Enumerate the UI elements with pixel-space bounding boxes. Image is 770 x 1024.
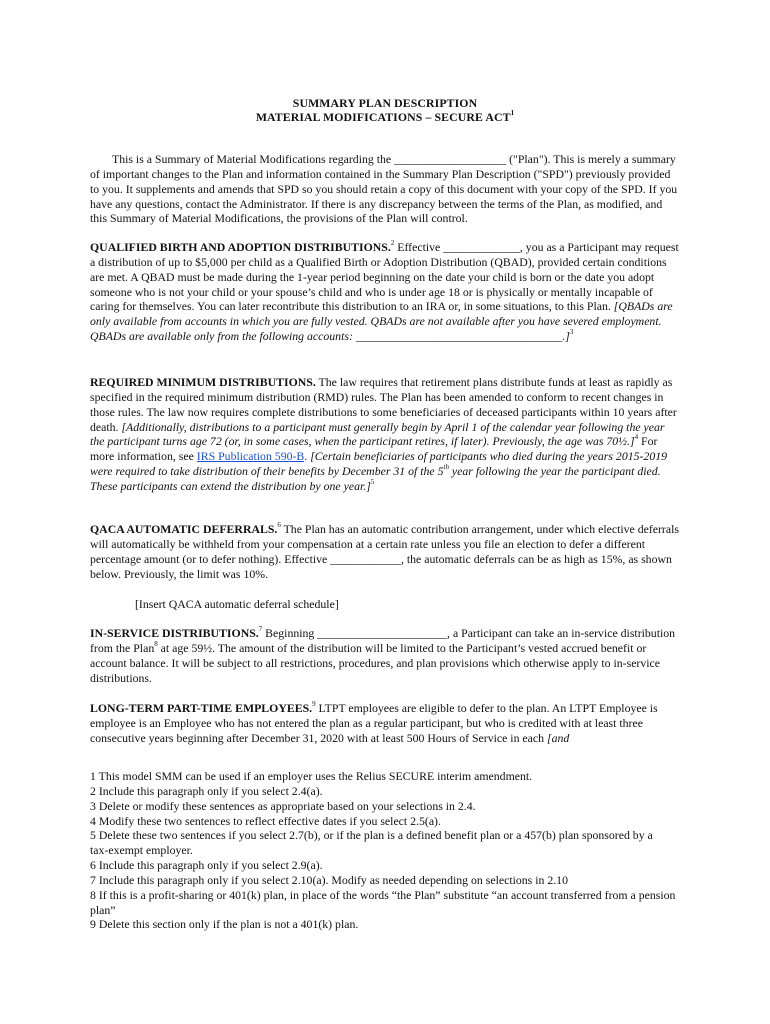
footnote-ref-7: 7 xyxy=(258,625,263,634)
rmd-heading: REQUIRED MINIMUM DISTRIBUTIONS. xyxy=(90,375,316,389)
footnote-ref-4: 4 xyxy=(634,433,639,442)
footnote-2: 2 Include this paragraph only if you select 2.4(a). xyxy=(90,783,323,798)
ltpt-section xyxy=(90,701,680,746)
rmd-italic-1: [Additionally, distributions to a participant must generally begin by April 1 of the calendar year following the year the participant turns age 72 (or, in some cases, when the participant retires, if later). Previously, the age was 70½.] xyxy=(90,419,665,449)
qbad-italic-text: [QBADs are only available from accounts in which you are fully vested. QBADs are not available after you have severed employment. QBADs are available only from the following accounts: ___________________________________.] xyxy=(90,299,673,344)
irs-publication-link[interactable]: IRS Publication 590-B xyxy=(196,449,305,464)
ltpt-italic: [and xyxy=(546,730,570,745)
in-service-text-2: at age 59½. The amount of the distribution will be limited to the Participant’s vested accrued benefit or account balance. It will be subject to all restrictions, procedures, and plan provisions which otherwise apply to in-service distributions. xyxy=(90,640,661,685)
qaca-insert-placeholder: [Insert QACA automatic deferral schedule] xyxy=(135,597,339,611)
footnote-8: 8 If this is a profit-sharing or 401(k) plan, in place of the words “the Plan” substitute “an account transferred from a pension plan” xyxy=(90,887,676,917)
footnote-ref-5: 5 xyxy=(370,477,375,486)
qbad-heading: QUALIFIED BIRTH AND ADOPTION DISTRIBUTIONS. xyxy=(90,240,391,254)
footnote-ref-2: 2 xyxy=(390,239,395,248)
footnote-ref-9: 9 xyxy=(312,700,316,709)
qaca-section xyxy=(90,522,680,581)
footnote-3: 3 Delete or modify these sentences as appropriate based on your selections in 2.4. xyxy=(90,798,476,813)
document-subtitle xyxy=(0,110,770,125)
ltpt-heading: LONG-TERM PART-TIME EMPLOYEES. xyxy=(90,701,313,715)
footnote-ref-6: 6 xyxy=(277,521,281,530)
footnote-4: 4 Modify these two sentences to reflect effective dates if you select 2.5(a). xyxy=(90,813,441,828)
rmd-text: The law requires that retirement plans distribute funds at least as rapidly as specified in the required minimum distribution (RMD) rules. The Plan has been amended to conform to recent changes in those rules. The law now requires complete distributions to some beneficiaries of deceased participants within 10 years after death. xyxy=(90,375,677,434)
rmd-text-3: . xyxy=(304,449,311,464)
ordinal-suffix: th xyxy=(443,463,449,472)
qbad-section xyxy=(90,240,680,344)
rmd-italic-2b: year following the year the participant died. These participants can extend the distribution by one year.] xyxy=(90,464,661,493)
rmd-section xyxy=(90,375,680,494)
footnote-6: 6 Include this paragraph only if you select 2.9(a). xyxy=(90,858,323,873)
footnote-1: 1 This model SMM can be used if an employer uses the Relius SECURE interim amendment. xyxy=(90,769,533,783)
in-service-text-1: Beginning ______________________, a Participant can take an in-service distribution from the Plan xyxy=(90,626,676,655)
subtitle-text: MATERIAL MODIFICATIONS – SECURE ACT xyxy=(255,110,511,124)
in-service-heading: IN-SERVICE DISTRIBUTIONS. xyxy=(90,626,259,640)
footnote-5: 5 Delete these two sentences if you select 2.7(b), or if the plan is a defined benefit plan or a 457(b) plan sponsored by a tax-exempt employer. xyxy=(90,828,653,858)
qbad-text: Effective _____________, you as a Participant may request a distribution of up to $5,000 per child as a Qualified Birth or Adoption Distribution (QBAD), provided certain conditions are met. A QBAD must be made during the 1-year period beginning on the date your child is born or the date you adopt someone who is not your child or your spouse’s child and who is under age 18 or is physically or mentally incapable of caring for themselves. You can later recontribute this distribution to an IRA or, in some situations, to this Plan. xyxy=(90,240,679,314)
qaca-heading: QACA AUTOMATIC DEFERRALS. xyxy=(90,522,278,536)
ltpt-text: LTPT employees are eligible to defer to the plan. An LTPT Employee is employee is an Employee who has not entered the plan as a regular participant, but who is credited with at least three consecutive years beginning after December 31, 2020 with at least 500 Hours of Service in each xyxy=(90,701,658,745)
rmd-italic-2a: [Certain beneficiaries of participants who died during the years 2015-2019 were required to take distribution of their benefits by December 31 of the 5 xyxy=(90,449,668,479)
footnote-7: 7 Include this paragraph only if you select 2.10(a). Modify as needed depending on selections in 2.10 xyxy=(90,872,568,887)
in-service-section xyxy=(90,626,680,685)
footnote-ref-3: 3 xyxy=(569,328,574,337)
footnote-ref-8: 8 xyxy=(154,639,158,648)
footnote-9: 9 Delete this section only if the plan is not a 401(k) plan. xyxy=(90,917,359,932)
document-title: SUMMARY PLAN DESCRIPTION xyxy=(292,96,478,110)
intro-paragraph: This is a Summary of Material Modifications regarding the ___________________ ("Plan"). This is merely a summary of important changes to the Plan and information contained in the Summary Plan Description ("SPD") previously provided to you. It supplements and amends that SPD so you should retain a copy of this document with your copy of the SPD. If you have any questions, contact the Administrator. If there is any discrepancy between the terms of the Plan, as modified, and this Summary of Material Modifications, the provisions of the Plan will control. xyxy=(90,152,678,226)
qaca-text: The Plan has an automatic contribution arrangement, under which elective deferrals will automatically be withheld from your compensation at a certain rate unless you file an election to defer a different percentage amount (or to defer nothing). Effective ____________, the automatic deferrals can be as high as 15%, as shown below. Previously, the limit was 10%. xyxy=(90,522,679,581)
rmd-text-2: For more information, see xyxy=(90,434,658,464)
footnotes xyxy=(90,769,690,932)
footnote-ref-1: 1 xyxy=(510,109,515,118)
